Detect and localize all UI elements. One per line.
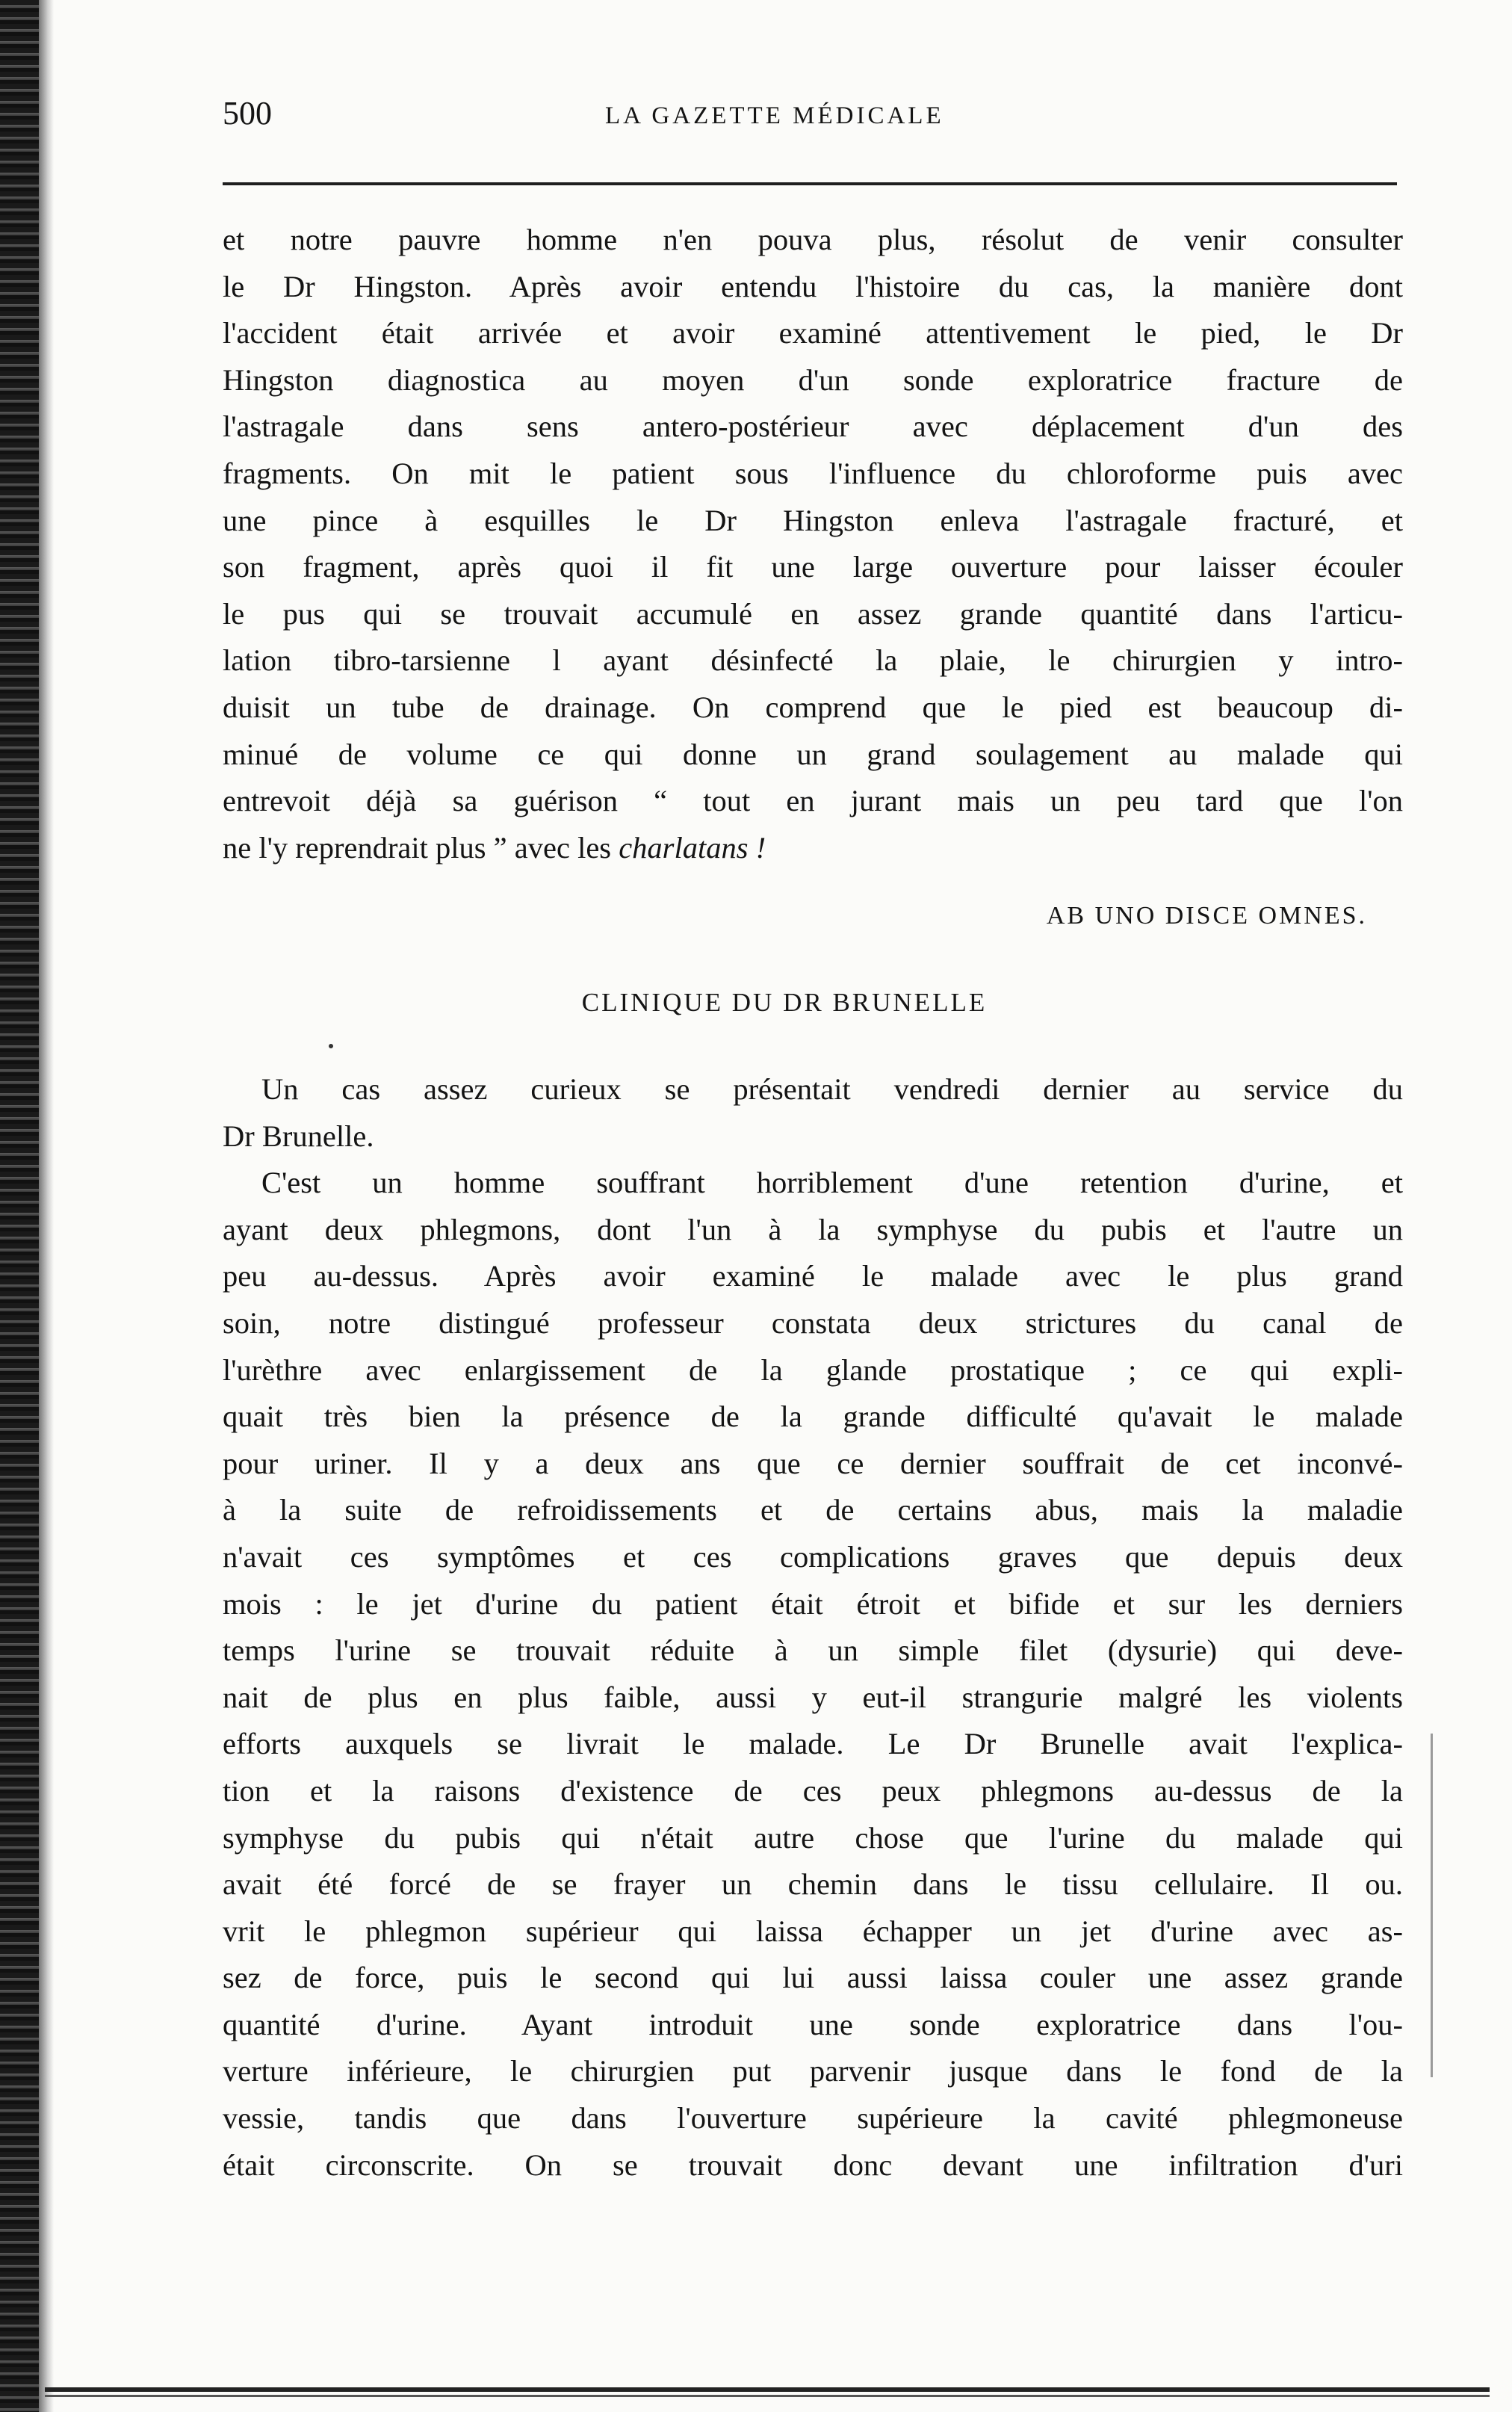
text-line-last <box>223 825 1403 872</box>
text-line: efforts auxquels se livrait le malade. Le Dr Brunelle avait l'explica- <box>223 1727 1403 1761</box>
text-line: soin, notre distingué professeur constata deux strictures du canal de <box>223 1305 1403 1340</box>
running-title: LA GAZETTE MÉDICALE <box>605 102 944 129</box>
header-rule <box>223 182 1397 185</box>
text-line: Un cas assez curieux se présentait vendredi dernier au service du <box>261 1072 1403 1106</box>
text-line: était circonscrite. On se trouvait donc devant une infiltration d'uri <box>223 2147 1403 2182</box>
paragraph-1 <box>223 217 1403 871</box>
text-line: sez de force, puis le second qui lui aussi laissa couler une assez grande <box>223 1961 1403 1995</box>
text-line: ayant deux phlegmons, dont l'un à la symphyse du pubis et l'autre un <box>223 1212 1403 1246</box>
text-line: son fragment, après quoi il fit une large ouverture pour laisser écouler <box>223 550 1403 584</box>
signature: AB UNO DISCE OMNES. <box>1046 902 1367 930</box>
text-line: l'astragale dans sens antero-postérieur avec déplacement d'un des <box>223 409 1403 444</box>
text-line: à la suite de refroidissements et de certains abus, mais la maladie <box>223 1493 1403 1527</box>
text-line: quantité d'urine. Ayant introduit une sonde exploratrice dans l'ou- <box>223 2007 1403 2041</box>
text-line: C'est un homme souffrant horriblement d'une retention d'urine, et <box>261 1166 1403 1200</box>
text-line: le Dr Hingston. Après avoir entendu l'histoire du cas, la manière dont <box>223 269 1403 303</box>
text-line: quait très bien la présence de la grande difficulté qu'avait le malade <box>223 1400 1403 1434</box>
text-line: temps l'urine se trouvait réduite à un simple filet (dysurie) qui deve- <box>223 1633 1403 1668</box>
ink-speck <box>329 1044 333 1048</box>
text-line-start: ne l'y reprendrait plus ” avec les <box>223 830 619 865</box>
text-line: n'avait ces symptômes et ces complications graves que depuis deux <box>223 1539 1403 1574</box>
text-line: lation tibro-tarsienne l ayant désinfecté la plaie, le chirurgien y intro- <box>223 643 1403 678</box>
text-line: une pince à esquilles le Dr Hingston enleva l'astragale fracturé, et <box>223 503 1403 537</box>
text-line: Hingston diagnostica au moyen d'un sonde exploratrice fracture de <box>223 362 1403 397</box>
bottom-page-edge-shadow <box>45 2395 1490 2397</box>
text-line: verture inférieure, le chirurgien put parvenir jusque dans le fond de la <box>223 2054 1403 2088</box>
page-header <box>223 91 1403 151</box>
binding-edge-gradient <box>39 0 54 2412</box>
text-line: le pus qui se trouvait accumulé en assez grande quantité dans l'articu- <box>223 596 1403 631</box>
text-line: nait de plus en plus faible, aussi y eut-il strangurie malgré les violents <box>223 1680 1403 1714</box>
text-line: vrit le phlegmon supérieur qui laissa échapper un jet d'urine avec as- <box>223 1914 1403 1948</box>
text-line: symphyse du pubis qui n'était autre chose que l'urine du malade qui <box>223 1820 1403 1855</box>
text-line: minué de volume ce qui donne un grand soulagement au malade qui <box>223 737 1403 771</box>
text-line: duisit un tube de drainage. On comprend que le pied est beaucoup di- <box>223 690 1403 724</box>
text-line: et notre pauvre homme n'en pouva plus, résolut de venir consulter <box>223 223 1403 256</box>
text-line: peu au-dessus. Après avoir examiné le malade avec le plus grand <box>223 1259 1403 1293</box>
section-title: CLINIQUE DU DR BRUNELLE <box>581 988 988 1017</box>
text-line: l'accident était arrivée et avoir examiné attentivement le pied, le Dr <box>223 316 1403 350</box>
text-line: vessie, tandis que dans l'ouverture supérieure la cavité phlegmoneuse <box>223 2101 1403 2136</box>
italic-word: charlatans ! <box>619 830 766 865</box>
text-line: mois : le jet d'urine du patient était étroit et bifide et sur les derniers <box>223 1586 1403 1621</box>
binding-edge-shadow <box>0 0 39 2412</box>
text-line-last: Dr Brunelle. <box>223 1119 374 1153</box>
text-line: pour uriner. Il y a deux ans que ce dernier souffrait de cet inconvé- <box>223 1446 1403 1480</box>
bottom-page-edge <box>45 2387 1490 2392</box>
text-line: entrevoit déjà sa guérison “ tout en jurant mais un peu tard que l'on <box>223 784 1403 818</box>
text-line: l'urèthre avec enlargissement de la glande prostatique ; ce qui expli- <box>223 1352 1403 1387</box>
page-number: 500 <box>223 95 272 132</box>
paragraph-2-and-3 <box>223 1066 1403 2189</box>
text-line: tion et la raisons d'existence de ces peux phlegmons au-dessus de la <box>223 1773 1403 1808</box>
text-line: avait été forcé de se frayer un chemin dans le tissu cellulaire. Il ou. <box>223 1867 1403 1902</box>
text-line: fragments. On mit le patient sous l'influence du chloroforme puis avec <box>223 456 1403 490</box>
page-edge-mark <box>1431 1734 1433 2077</box>
